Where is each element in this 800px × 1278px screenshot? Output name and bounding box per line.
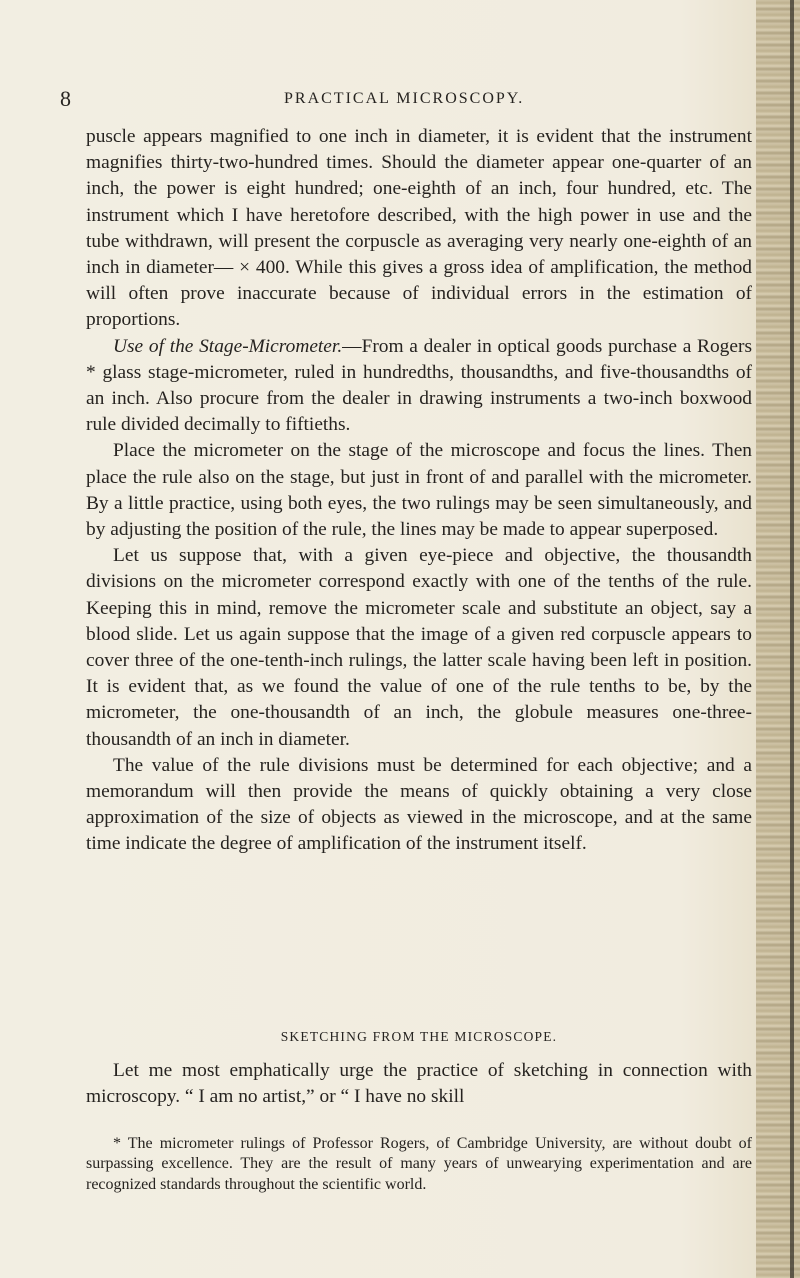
paragraph-2 <box>86 334 752 439</box>
paragraph-4: Let us suppose that, with a given eye-piece and objective, the thousandth divisions on the micrometer correspond exactly with one of the tenths of the rule. Keeping this in mind, remove the micrometer scale and substitute an object, say a blood slide. Let us again suppose that the image of a given red corpuscle appears to cover three of the one-tenth-inch rulings, the latter scale having been left in position. It is evident that, as we found the value of one of the rule tenths to be, by the micrometer, the one-thousandth of an inch, the globule measures one-three-thousandth of an inch in diameter. <box>86 545 752 750</box>
body-text <box>86 124 752 858</box>
binding-edge <box>790 0 794 1278</box>
footnote-text: * The micrometer rulings of Professor Rogers, of Cambridge University, are without doubt of surpassing excellence. They are the result of many years of unwearying experimentation and are recognized standards throughout the scientific world. <box>86 1135 752 1193</box>
paragraph-1: puscle appears magnified to one inch in diameter, it is evident that the instrument magnifies thirty-two-hundred times. Should the diameter appear one-quarter of an inch, the power is eight hundred; one-eighth of an inch, four hundred, etc. The instrument which I have heretofore described, with the high power in use and the tube withdrawn, will present the corpuscle as averaging very nearly one-eighth of an inch in diameter— × 400. While this gives a gross idea of amplification, the method will often prove inaccurate because of individual errors in the estimation of proportions. <box>86 126 752 331</box>
paragraph-2-text: —From a dealer in optical goods purchase a Rogers * glass stage-micrometer, ruled in hundredths, thousandths, and five-thousandths of an inch. Also procure from the dealer in drawing instruments a two-inch boxwood rule divided decimally to fiftieths. <box>86 335 752 436</box>
paragraph-3: Place the micrometer on the stage of the microscope and focus the lines. Then place the rule also on the stage, but just in front of and parallel with the micrometer. By a little practice, using both eyes, the two rulings may be seen simultaneously, and by adjusting the position of the rule, the lines may be made to appear superposed. <box>86 440 752 541</box>
footnote <box>86 1134 752 1195</box>
paragraph-2-title: Use of the Stage-Micrometer. <box>113 335 343 357</box>
page-header <box>60 86 760 112</box>
section-heading: SKETCHING FROM THE MICROSCOPE. <box>280 1029 558 1044</box>
section-paragraph-1: Let me most emphatically urge the practice of sketching in connection with microscopy. “ I am no artist,” or “ I have no skill <box>86 1060 752 1108</box>
page-number: 8 <box>60 86 71 111</box>
paragraph-5: The value of the rule divisions must be determined for each objective; and a memorandum will then provide the means of quickly obtaining a very close approximation of the size of objects as viewed in the microscope, and at the same time indicate the degree of amplification of the instrument itself. <box>86 754 752 855</box>
running-head: PRACTICAL MICROSCOPY. <box>284 90 525 107</box>
section-text <box>86 1058 752 1110</box>
